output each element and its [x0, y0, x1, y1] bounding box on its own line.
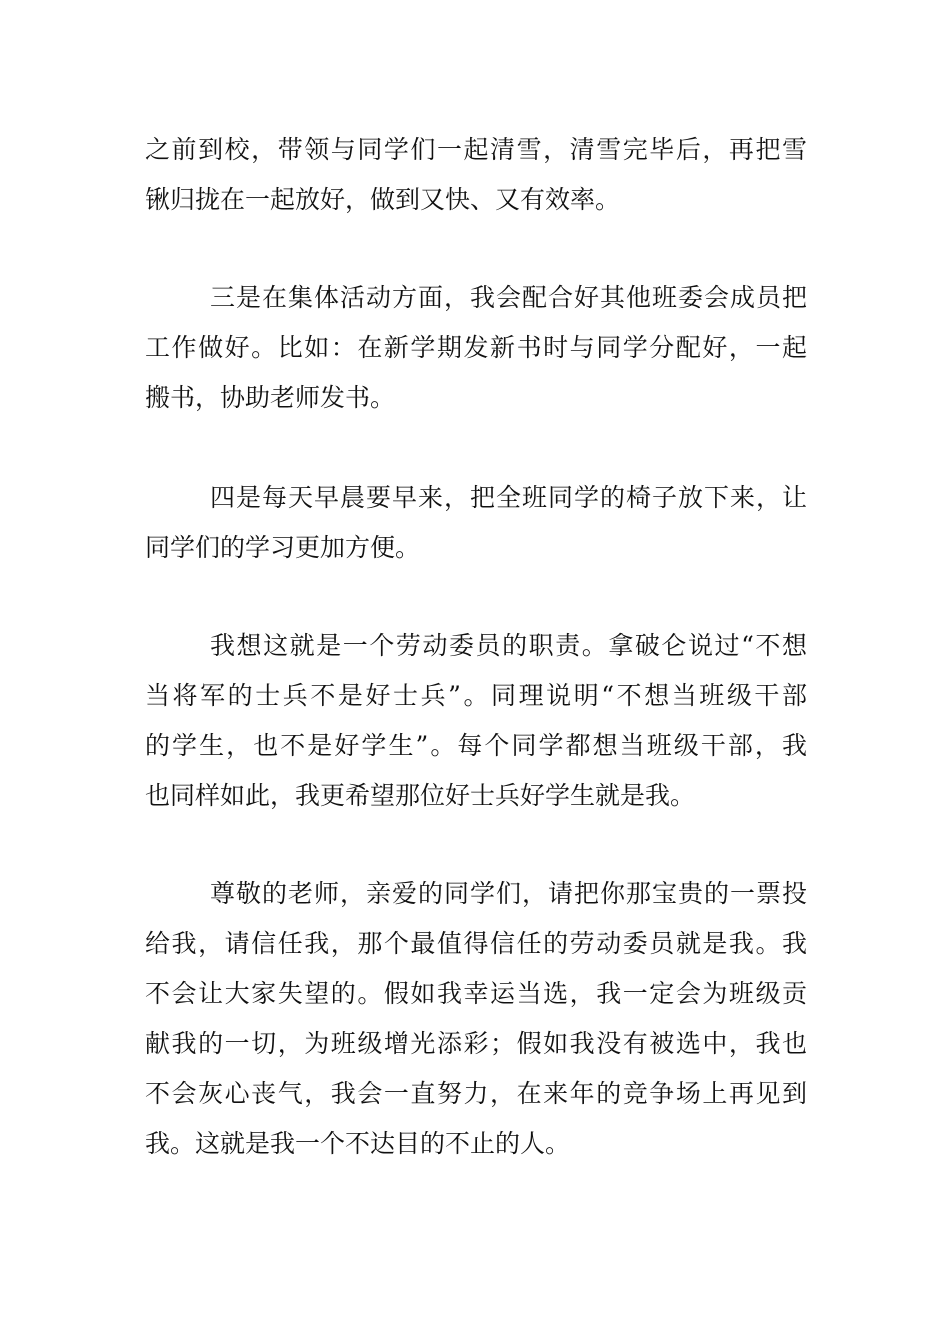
paragraph-3-line-2: 同学们的学习更加方便。 — [145, 533, 421, 562]
paragraph-5-line-2: 给我，请信任我，那个最值得信任的劳动委员就是我。我 — [145, 929, 807, 958]
paragraph-2-line-2: 工作做好。比如：在新学期发新书时与同学分配好，一起 — [145, 333, 807, 362]
paragraph-5-line-1: 尊敬的老师，亲爱的同学们，请把你那宝贵的一票投 — [210, 879, 807, 908]
paragraph-2-line-1: 三是在集体活动方面，我会配合好其他班委会成员把 — [210, 283, 807, 312]
paragraph-5-line-3: 不会让大家失望的。假如我幸运当选，我一定会为班级贡 — [145, 979, 807, 1008]
paragraph-4-line-4: 也同样如此，我更希望那位好士兵好学生就是我。 — [145, 781, 696, 810]
paragraph-1-line-1: 之前到校，带领与同学们一起清雪，清雪完毕后，再把雪 — [145, 135, 807, 164]
paragraph-5-line-4: 献我的一切，为班级增光添彩；假如我没有被选中，我也 — [145, 1029, 807, 1058]
paragraph-3-line-1: 四是每天早晨要早来，把全班同学的椅子放下来，让 — [210, 483, 807, 512]
paragraph-4-line-2: 当将军的士兵不是好士兵”。同理说明“不想当班级干部 — [145, 681, 807, 710]
paragraph-2-line-3: 搬书，协助老师发书。 — [145, 383, 396, 412]
paragraph-4-line-3: 的学生，也不是好学生”。每个同学都想当班级干部，我 — [145, 731, 807, 760]
paragraph-5-line-5: 不会灰心丧气，我会一直努力，在来年的竞争场上再见到 — [145, 1079, 807, 1108]
paragraph-1-line-2: 锹归拢在一起放好，做到又快、又有效率。 — [145, 185, 621, 214]
paragraph-5-line-6: 我。这就是我一个不达目的不止的人。 — [145, 1129, 571, 1158]
paragraph-4-line-1: 我想这就是一个劳动委员的职责。拿破仑说过“不想 — [210, 631, 807, 660]
